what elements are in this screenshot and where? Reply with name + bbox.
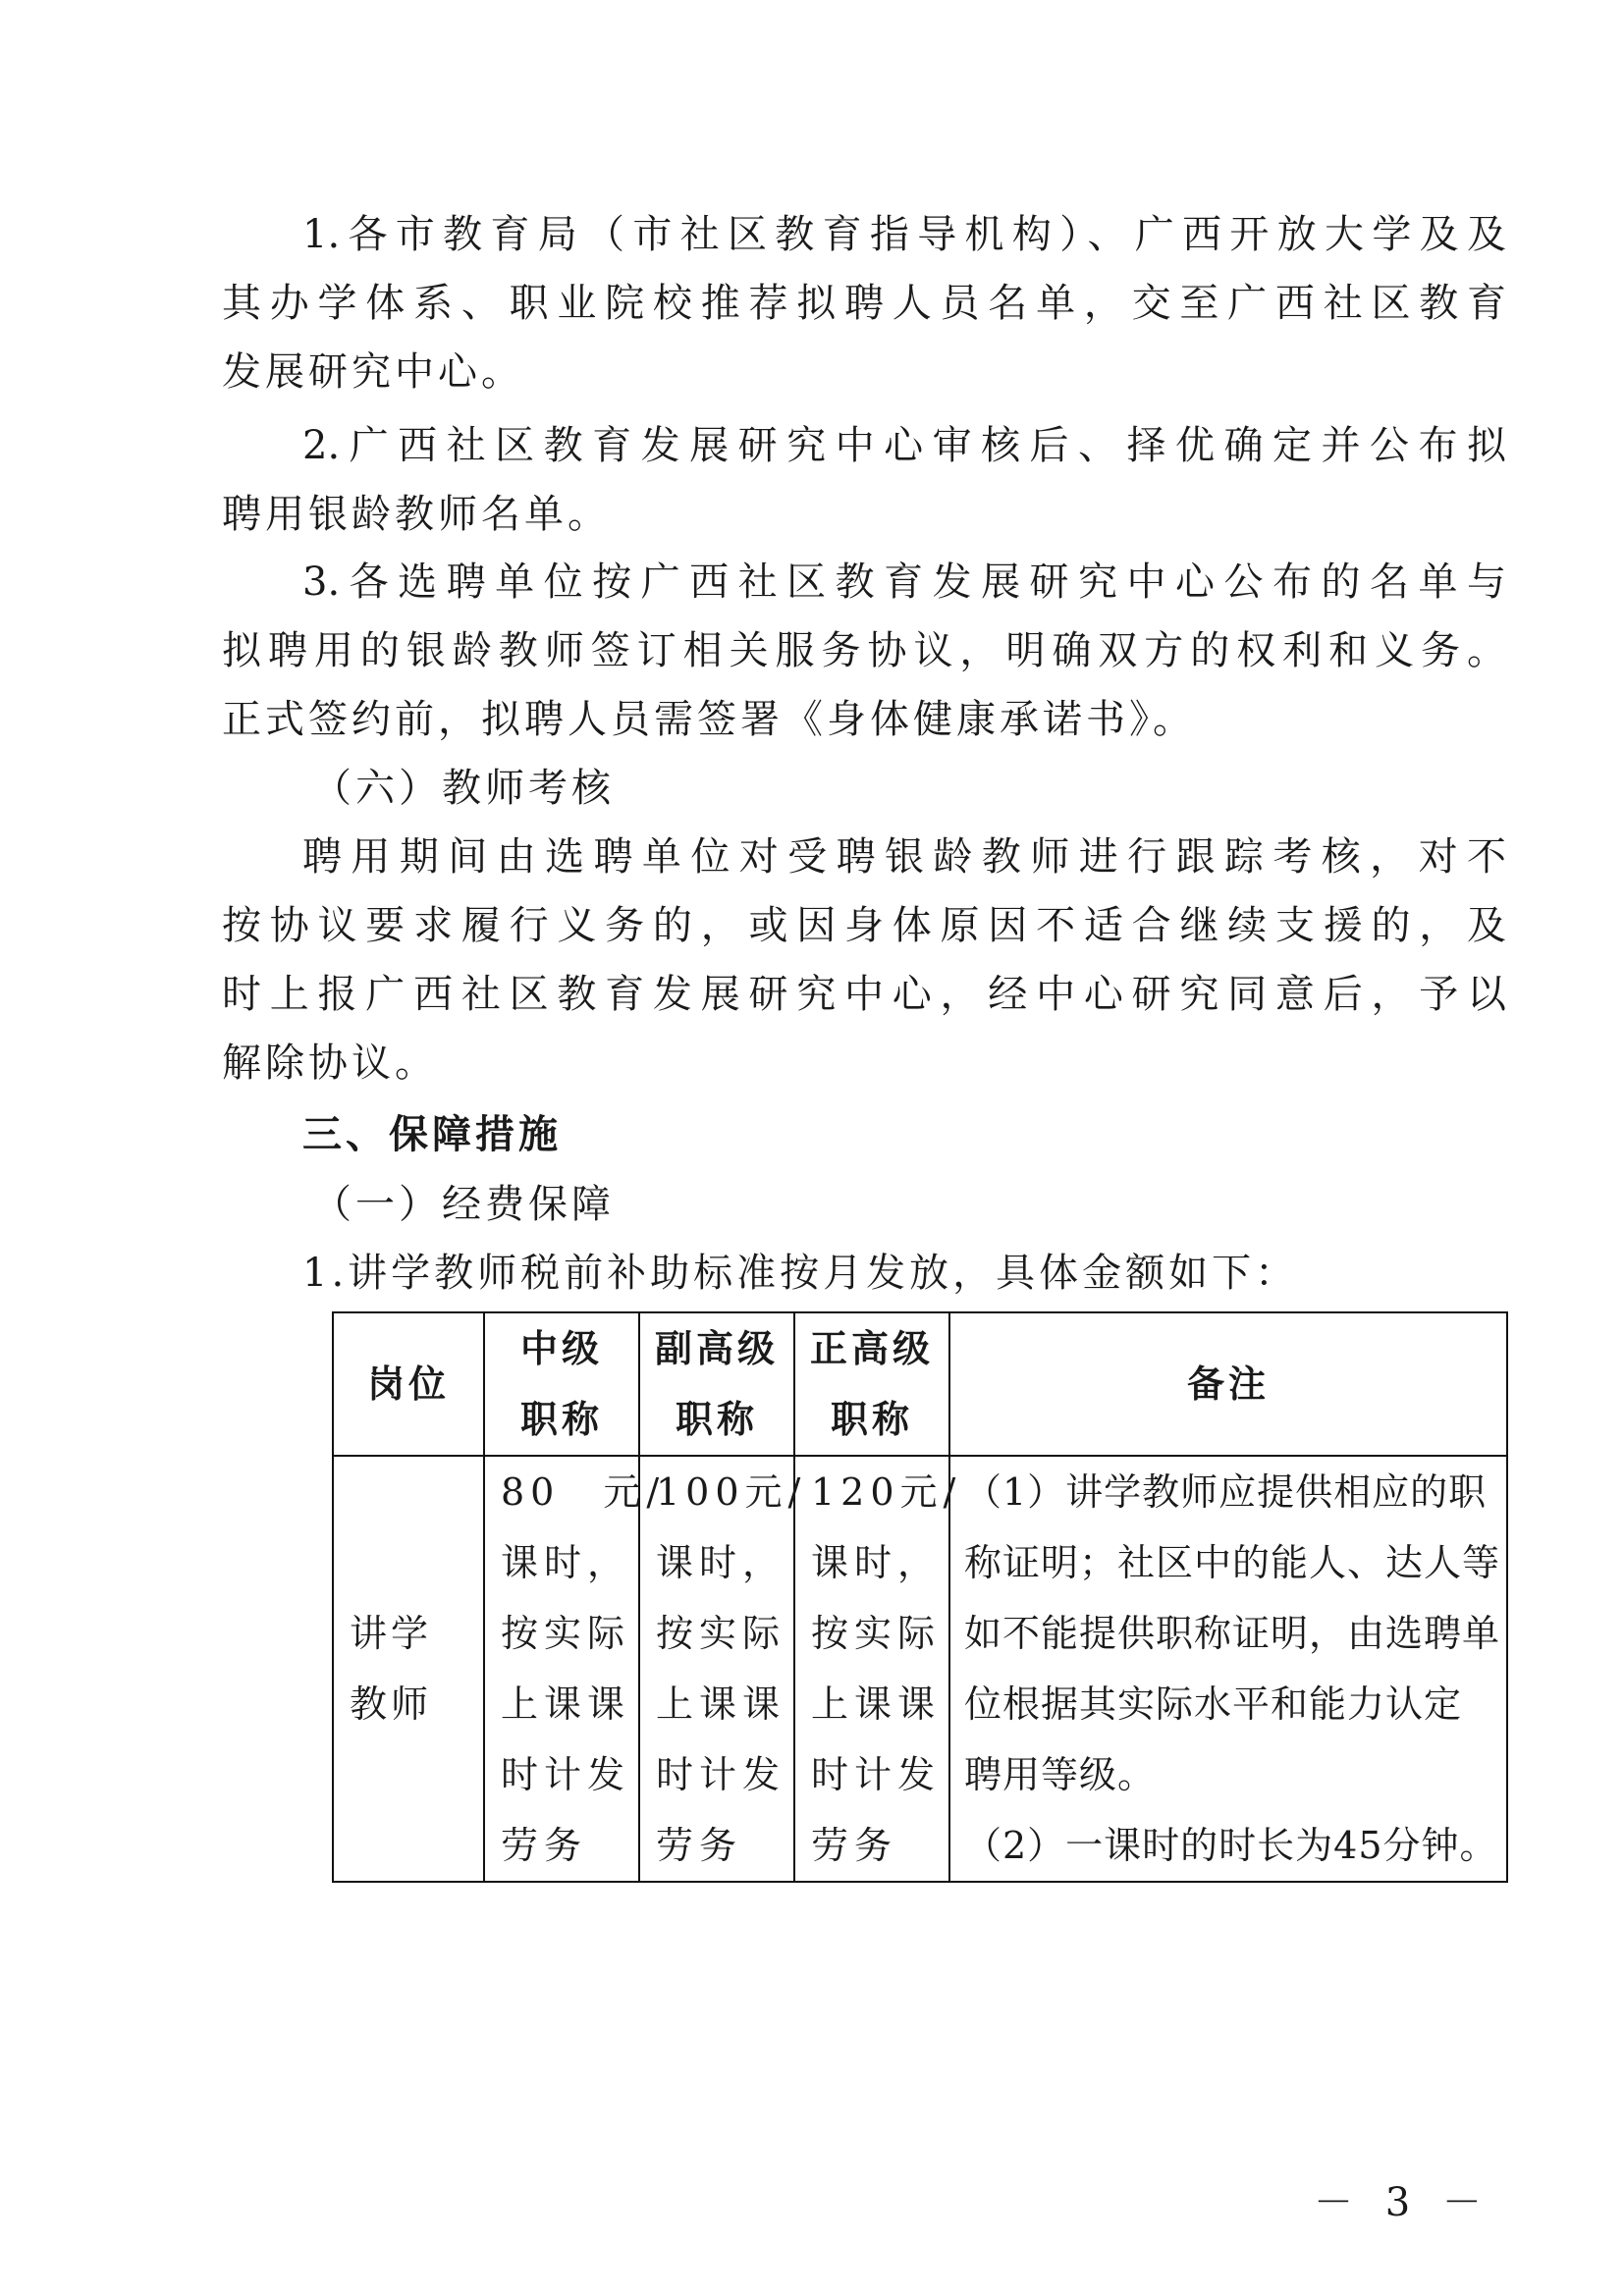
paragraph-2-line-1: 2.广西社区教育发展研究中心审核后、择优确定并公布拟 bbox=[302, 423, 1506, 468]
paragraph-1-line-1: 1.各市教育局（市社区教育指导机构）、广西开放大学及及 bbox=[302, 212, 1506, 257]
post-line-2: 教师 bbox=[350, 1682, 433, 1726]
paragraph-5-line-2: 按协议要求履行义务的，或因身体原因不适合继续支援的，及 bbox=[222, 903, 1506, 948]
cell-senior-fee: 120元/ 课时， 按实际 上课课 时计发 劳务 bbox=[794, 1456, 949, 1882]
cell-mid-fee: 80 元/ 课时， 按实际 上课课 时计发 劳务 bbox=[484, 1456, 639, 1882]
cell-vice-fee: 100元/ 课时， 按实际 上课课 时计发 劳务 bbox=[639, 1456, 794, 1882]
post-line-1: 讲学 bbox=[350, 1612, 433, 1655]
fee-table-header-row bbox=[333, 1312, 1507, 1456]
subheading-teacher-assessment: （六）教师考核 bbox=[312, 766, 615, 811]
section-title: 三、保障措施 bbox=[302, 1112, 562, 1157]
paragraph-3-line-3: 正式签约前，拟聘人员需签署《身体健康承诺书》。 bbox=[222, 697, 1196, 742]
header-vice-line-1: 副高级 bbox=[654, 1327, 779, 1370]
paragraph-1-line-3: 发展研究中心。 bbox=[222, 349, 524, 395]
paragraph-1-line-2: 其办学体系、职业院校推荐拟聘人员名单，交至广西社区教育 bbox=[222, 281, 1506, 326]
header-senior-title bbox=[794, 1312, 949, 1456]
header-mid-line-1: 中级 bbox=[519, 1327, 603, 1370]
fee-table bbox=[332, 1311, 1508, 1883]
header-senior-line-2: 职称 bbox=[830, 1398, 913, 1441]
header-vice-line-2: 职称 bbox=[675, 1398, 758, 1441]
header-note: 备注 bbox=[949, 1312, 1507, 1456]
subsection-title: （一）经费保障 bbox=[312, 1182, 615, 1227]
cell-post bbox=[333, 1456, 484, 1882]
paragraph-5-line-4: 解除协议。 bbox=[222, 1041, 438, 1086]
header-mid-title bbox=[484, 1312, 639, 1456]
paragraph-2-line-2: 聘用银龄教师名单。 bbox=[222, 492, 611, 537]
page-number: － 3 － bbox=[1314, 2180, 1491, 2225]
paragraph-5-line-3: 时上报广西社区教育发展研究中心，经中心研究同意后，予以 bbox=[222, 972, 1506, 1017]
header-vice-senior-title bbox=[639, 1312, 794, 1456]
fee-intro: 1.讲学教师税前补助标准按月发放，具体金额如下： bbox=[302, 1251, 1299, 1296]
paragraph-5-line-1: 聘用期间由选聘单位对受聘银龄教师进行跟踪考核，对不 bbox=[302, 834, 1506, 880]
paragraph-3-line-2: 拟聘用的银龄教师签订相关服务协议，明确双方的权利和义务。 bbox=[222, 628, 1506, 673]
header-post: 岗位 bbox=[333, 1312, 484, 1456]
header-senior-line-1: 正高级 bbox=[809, 1327, 934, 1370]
header-mid-line-2: 职称 bbox=[519, 1398, 603, 1441]
cell-note: （1）讲学教师应提供相应的职 称证明；社区中的能人、达人等 如不能提供职称证明，由选聘单 位根据其实际水平和能力认定 聘用等级。 （2）一课时的时长为45分钟。 bbox=[949, 1456, 1507, 1882]
paragraph-3-line-1: 3.各选聘单位按广西社区教育发展研究中心公布的名单与 bbox=[302, 560, 1506, 605]
table-row bbox=[333, 1456, 1507, 1882]
